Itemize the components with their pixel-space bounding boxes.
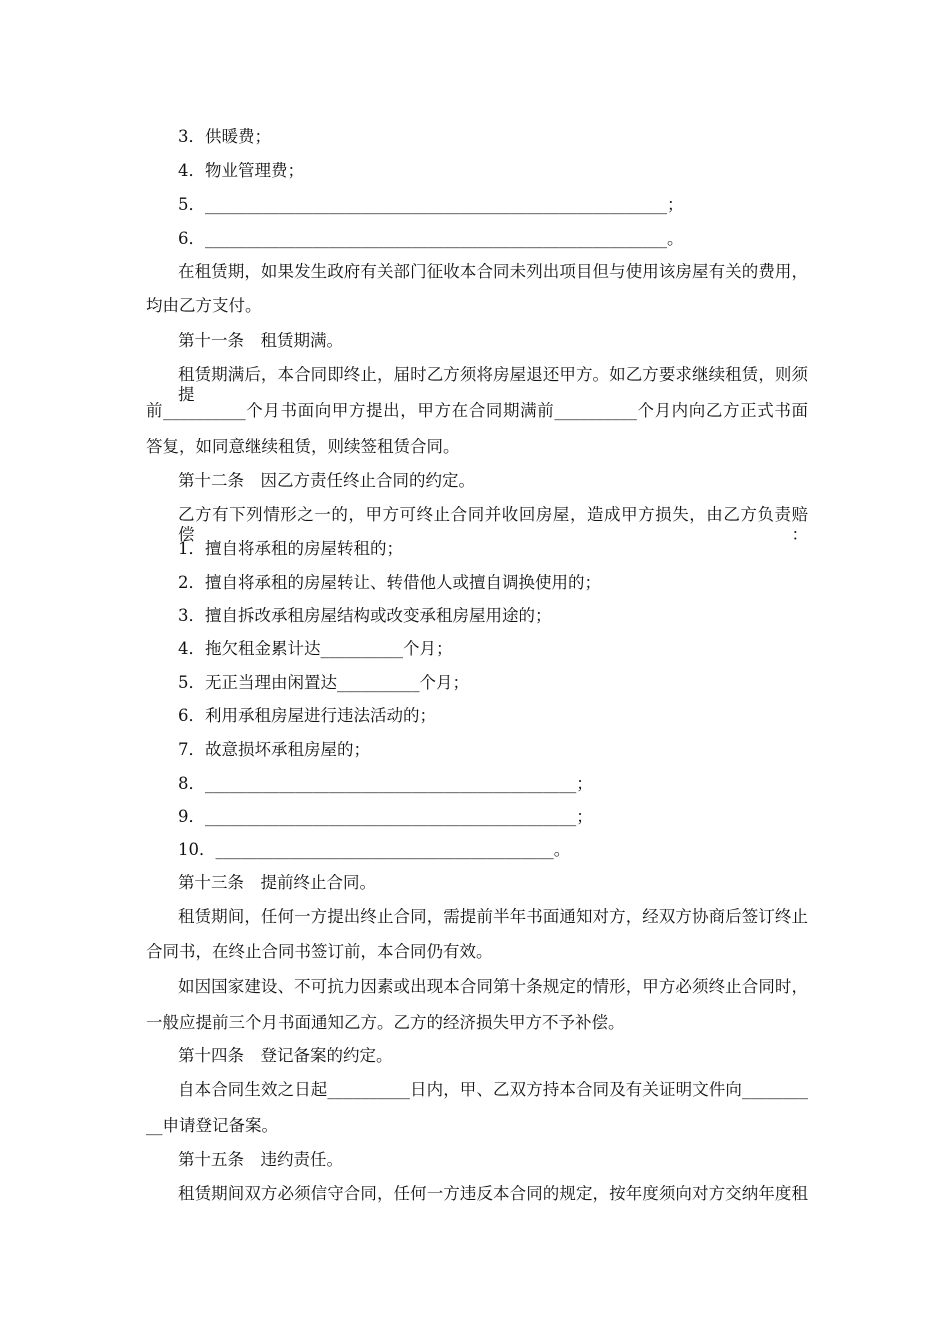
article-12-item-6: 6．利用承租房屋进行违法活动的； xyxy=(178,706,436,725)
item-5-blank: 5．________________________________________________________； xyxy=(178,195,684,214)
article-12-item-7: 7．故意损坏承租房屋的； xyxy=(178,740,370,759)
item-4-property-fee: 4．物业管理费； xyxy=(178,161,304,180)
article-13-para-2: 如因国家建设、不可抗力因素或出现本合同第十条规定的情形，甲方必须终止合同时， xyxy=(178,977,808,996)
article-13-text: 租赁期间，任何一方提出终止合同，需提前半年书面通知对方，经双方协商后签订终止 xyxy=(178,907,808,926)
article-12-intro: 乙方有下列情形之一的，甲方可终止合同并收回房屋，造成甲方损失，由乙方负责赔偿： xyxy=(178,505,808,544)
article-14-heading: 第十四条 登记备案的约定。 xyxy=(178,1046,393,1065)
article-12-item-10: 10．_________________________________________。 xyxy=(178,840,571,859)
article-14-text-cont: __申请登记备案。 xyxy=(146,1116,278,1135)
article-12-item-5: 5．无正当理由闲置达__________个月； xyxy=(178,673,469,692)
article-12-heading: 第十二条 因乙方责任终止合同的约定。 xyxy=(178,471,475,490)
article-13-para-2-cont: 一般应提前三个月书面通知乙方。乙方的经济损失甲方不予补偿。 xyxy=(146,1013,625,1032)
article-12-item-3: 3．擅自拆改承租房屋结构或改变承租房屋用途的； xyxy=(178,606,552,625)
article-11-text-end: 答复，如同意继续租赁，则续签租赁合同。 xyxy=(146,437,460,456)
article-12-item-1: 1．擅自将承租的房屋转租的； xyxy=(178,539,403,558)
article-11-heading: 第十一条 租赁期满。 xyxy=(178,331,343,350)
article-15-text: 租赁期间双方必须信守合同，任何一方违反本合同的规定，按年度须向对方交纳年度租 xyxy=(178,1184,808,1203)
article-11-text-cont: 前__________个月书面向甲方提出，甲方在合同期满前__________个月内向乙方正式书面 xyxy=(146,401,808,420)
article-13-heading: 第十三条 提前终止合同。 xyxy=(178,873,376,892)
article-12-item-2: 2．擅自将承租的房屋转让、转借他人或擅自调换使用的； xyxy=(178,573,601,592)
article-13-text-cont: 合同书，在终止合同书签订前，本合同仍有效。 xyxy=(146,942,493,961)
article-14-text: 自本合同生效之日起__________日内，甲、乙双方持本合同及有关证明文件向________ xyxy=(178,1080,808,1099)
paragraph-other-fees-cont: 均由乙方支付。 xyxy=(146,296,262,315)
paragraph-other-fees: 在租赁期，如果发生政府有关部门征收本合同未列出项目但与使用该房屋有关的费用， xyxy=(178,262,808,281)
article-11-text: 租赁期满后，本合同即终止，届时乙方须将房屋退还甲方。如乙方要求继续租赁，则须提 xyxy=(178,365,808,404)
item-6-blank: 6．________________________________________________________。 xyxy=(178,229,684,248)
article-12-item-8: 8．_____________________________________________； xyxy=(178,774,593,793)
article-12-item-9: 9．_____________________________________________； xyxy=(178,807,593,826)
article-15-heading: 第十五条 违约责任。 xyxy=(178,1150,343,1169)
article-12-item-4: 4．拖欠租金累计达__________个月； xyxy=(178,639,453,658)
item-3-heating-fee: 3．供暖费； xyxy=(178,127,271,146)
